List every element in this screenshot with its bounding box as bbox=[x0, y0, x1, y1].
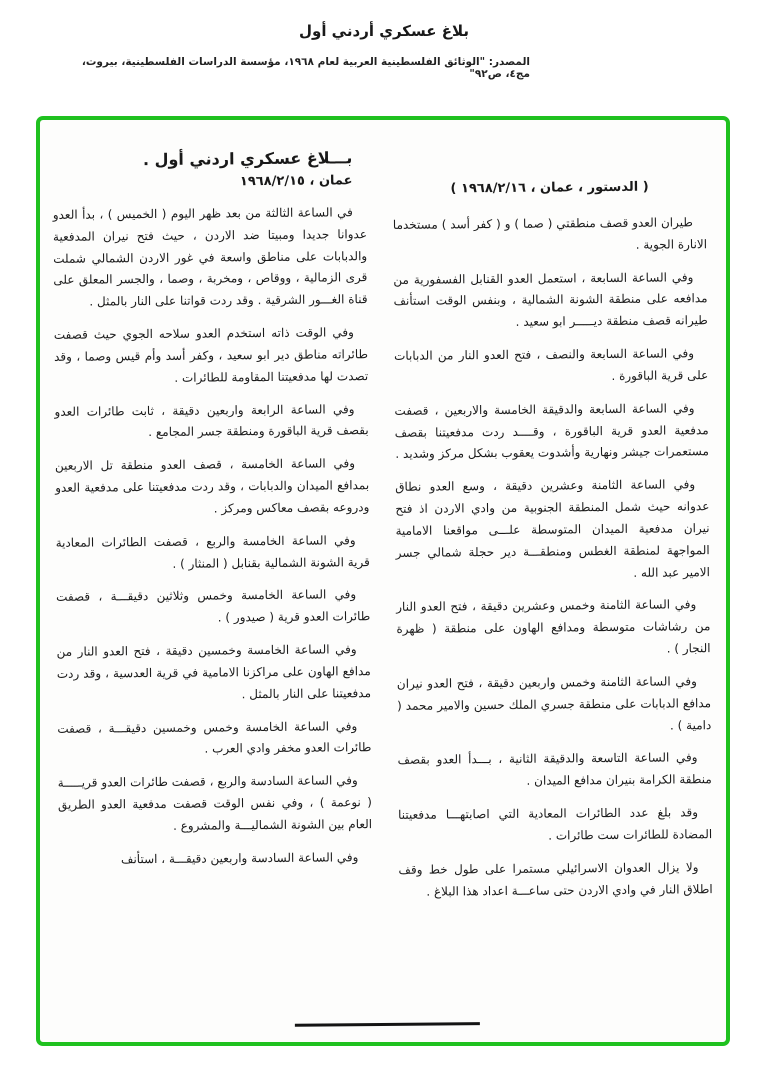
paragraph: وفي الساعة السابعة والدقيقة الخامسة والاربعين ، قصفت مدفعية العدو قرية الباقورة ، وقــــد ردت مدفعيتنا بقصف مستعمرات جيشر ونهارية وأشدوت يعقوب بشكل مركز وشديد . bbox=[394, 401, 709, 462]
paragraph: وفي الساعة الخامسة وخمس وخمسين دقيقـــة ، قصفت طائرات العدو مخفر وادي العرب . bbox=[57, 718, 372, 756]
document-columns bbox=[52, 135, 714, 1017]
column-left bbox=[392, 135, 714, 1014]
footer-rule bbox=[295, 1022, 480, 1027]
paragraph: وفي الساعة الرابعة واربعين دقيقة ، ثابت طائرات العدو بقصف قرية الباقورة ومنطقة جسر المجامع . bbox=[54, 401, 369, 440]
communique-title: بـــلاغ عسكري اردني أول . bbox=[142, 148, 353, 170]
paragraph: وفي الساعة الثامنة وعشرين دقيقة ، وسع العدو نطاق عدوانه حيث شمل المنطقة الجنوبية من وادي الاردن اذ فتح نيران مدفعية الميدان المتوسطة علـــى مواقعنا الامامية المواجهة لمنطقة الغطس ومنطقـــة دير حجلة شمالي جسر الامير عبد الله . bbox=[395, 477, 710, 580]
paragraph: وفي الساعة السادسة واربعين دقيقـــة ، استأنف bbox=[120, 849, 359, 866]
scanned-document bbox=[36, 117, 730, 1045]
paragraph: وفي الساعة الخامسة وخمس وثلاثين دقيقـــة ، قصفت طائرات العدو قرية ( صيدور ) . bbox=[56, 587, 371, 625]
paragraph: وفي الساعة الخامسة ، قصف العدو منطقة تل الاربعين بمدافع الميدان والدبابات ، وقد ردت مدفعيتنا على مدفعية العدو ودروعه بقصف معاكس ومركز . bbox=[54, 456, 370, 516]
paragraph: وفي الوقت ذاته استخدم العدو سلاحه الجوي حيث قصفت طائراته مناطق دير ابو سعيد ، وكفر أسد وأم قيس وصما ، وقد تصدت لها مدفعيتنا المقاومة للطائرات . bbox=[53, 325, 369, 385]
paragraph: في الساعة الثالثة من بعد ظهر اليوم ( الخميس ) ، بدأ العدو عدوانا جديدا ومبيتا ضد الاردن ، حيث فتح نيران المدفعية والدبابات على مناطق واسعة في غور الاردن الشمالي شملت قرى الزمالية ، ووقاص ، ومخربة ، وصما ، والجسر المعلق على قناة الغـــور الشرقية . وقد ردت قواتنا على النار بالمثل . bbox=[52, 205, 368, 309]
communique-date: عمان ، ١٩٦٨/٢/١٥ bbox=[239, 173, 353, 190]
paragraph: ولا يزال العدوان الاسرائيلي مستمرا على طول خط وقف اطلاق النار في وادي الاردن حتى ساعـــة اعداد هذا البلاغ . bbox=[398, 859, 713, 899]
scanned-document-frame bbox=[36, 116, 730, 1046]
paragraph: وفي الساعة السابعة والنصف ، فتح العدو النار من الدبابات على قرية الباقورة . bbox=[393, 346, 709, 383]
paragraph: وفي الساعة الثامنة وخمس واربعين دقيقة ، فتح العدو نيران مدافع الدبابات على منطقة جسري الملك حسين والامير محمد ( دامية ) . bbox=[396, 674, 712, 733]
paragraph: وفي الساعة الخامسة وخمسين دقيقة ، فتح العدو النار من مدافع الهاون على مراكزنا الامامية في قرية العدسية ، وقد ردت مدفعيتنا على النار بالمثل . bbox=[56, 642, 372, 701]
paragraph: وفي الساعة الخامسة والربع ، قصفت الطائرات المعادية قرية الشونة الشمالية بقنابل ( المنثار ) . bbox=[55, 533, 370, 571]
paragraph: طيران العدو قصف منطقتي ( صما ) و ( كفر أسد ) مستخدما الانارة الجوية . bbox=[392, 215, 708, 252]
source-citation: المصدر: "الوثائق الفلسطينية العربية لعام ١٩٦٨، مؤسسة الدراسات الفلسطينية، بيروت، مج٤، ص٩٢" bbox=[81, 56, 530, 80]
paragraph: وفي الساعة الثامنة وخمس وعشرين دقيقة ، فتح العدو النار من رشاشات متوسطة ومدافع الهاون على منطقة ( ظهرة النجار ) . bbox=[396, 597, 711, 656]
newspaper-source-header: ( الدستور ، عمان ، ١٩٦٨/٢/١٦ ) bbox=[450, 179, 649, 197]
paragraph: وقد بلغ عدد الطائرات المعادية التي اصابتهـــا مدفعيتنا المضادة للطائرات ست طائرات . bbox=[397, 805, 713, 843]
page-title: بلاغ عسكري أردني أول bbox=[298, 22, 469, 40]
paragraph: وفي الساعة السادسة والربع ، قصفت طائرات العدو قريـــــة ( نوعمة ) ، وفي نفس الوقت قصفت مدفعية العدو الطريق العام بين الشونة الشماليـــة والمشروع . bbox=[57, 773, 373, 833]
column-right bbox=[52, 138, 374, 1017]
paragraph: وفي الساعة التاسعة والدقيقة الثانية ، بـــدأ العدو بقصف منطقة الكرامة بنيران مدافع الميدان . bbox=[397, 750, 712, 788]
paragraph: وفي الساعة السابعة ، استعمل العدو القنابل الفسفورية من مدافعه على منطقة الشونة الشمالية ، وبنفس الوقت استأنف طيرانه قصف منطقة ديـــــر ابو سعيد . bbox=[393, 269, 708, 330]
